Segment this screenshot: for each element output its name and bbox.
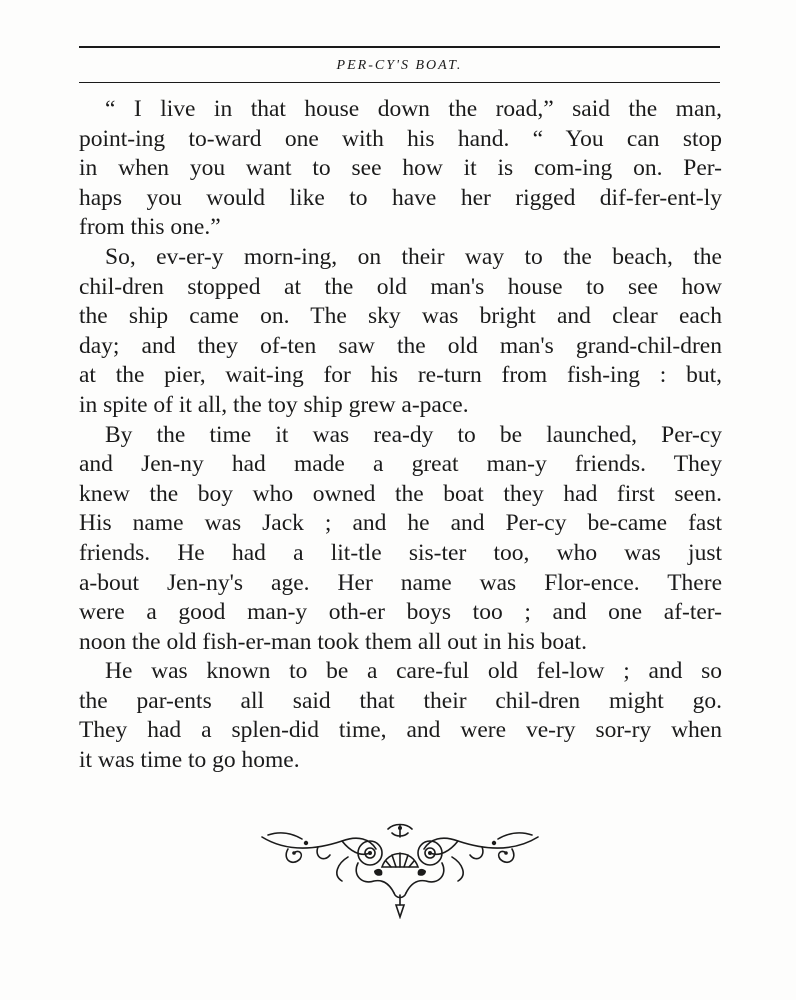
text-line: So, ev-er-y morn-ing, on their way to the beach, the [105,243,722,270]
text-line: knew the boy who owned the boat they had first seen. [79,480,722,507]
text-line: the ship came on. The sky was bright and clear each [79,303,722,330]
text-line: point-ing to-ward one with his hand. “ You can stop [79,125,722,152]
paragraph-2 [79,243,722,421]
paragraph-4 [79,657,722,775]
paragraph-1 [79,95,722,243]
text-line: chil-dren stopped at the old man's house to see how [79,273,722,300]
text-line: in when you want to see how it is com-ing on. Per- [79,155,722,182]
floral-scroll-ornament-icon [258,823,542,919]
text-line: friends. He had a lit-tle sis-ter too, who was just [79,539,722,566]
text-line: haps you would like to have her rigged dif-fer-ent-ly [79,184,722,211]
text-line: at the pier, wait-ing for his re-turn from fish-ing : but, [79,362,722,389]
text-line: in spite of it all, the toy ship grew a-pace. [79,391,469,418]
text-line: a-bout Jen-ny's age. Her name was Flor-ence. There [79,569,722,596]
text-line: “ I live in that house down the road,” said the man, [105,96,722,122]
text-line: He was known to be a care-ful old fel-low ; and so [105,658,722,685]
body-text [79,95,722,776]
text-line: and Jen-ny had made a great man-y friends. They [79,451,722,478]
text-line: They had a splen-did time, and were ve-ry sor-ry when [79,717,722,744]
running-head: PER-CY'S BOAT. [336,58,463,73]
text-line: it was time to go home. [79,747,300,774]
header-rule-bottom [79,82,720,83]
text-line: from this one.” [79,214,221,241]
text-line: were a good man-y oth-er boys too ; and one af-ter- [79,599,722,626]
text-line: day; and they of-ten saw the old man's grand-chil-dren [79,332,722,359]
text-line: the par-ents all said that their chil-dren might go. [79,687,722,714]
text-line: noon the old fish-er-man took them all out in his boat. [79,628,587,655]
text-line: His name was Jack ; and he and Per-cy be-came fast [79,510,722,537]
text-line: By the time it was rea-dy to be launched, Per-cy [105,421,722,448]
header-rule-top [79,46,720,48]
paragraph-3 [79,421,722,658]
